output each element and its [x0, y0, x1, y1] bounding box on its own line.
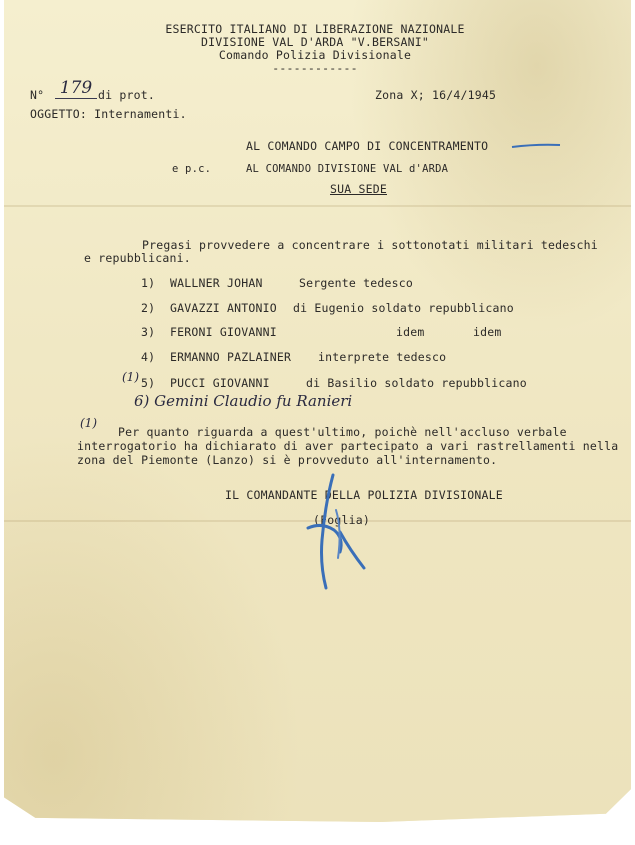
header-rule: ------------ [272, 61, 358, 75]
paper-fold [4, 205, 631, 207]
intro-line-1: Pregasi provvedere a concentrare i sottonotati militari tedeschi [142, 238, 598, 252]
handwritten-item-6: 6) Gemini Claudio fu Ranieri [134, 392, 353, 410]
item-5-name: PUCCI GIOVANNI [170, 376, 270, 390]
item-1-desc: Sergente tedesco [299, 276, 413, 290]
item-3-desc: idem [396, 325, 425, 339]
intro-line-2: e repubblicani. [84, 251, 191, 265]
signature-title: IL COMANDANTE DELLA POLIZIA DIVISIONALE [225, 488, 503, 502]
item-4-name: ERMANNO PAZLAINER [170, 350, 292, 364]
item-3-num: 3) [141, 325, 156, 339]
item-3-desc-2: idem [473, 325, 502, 339]
blue-pencil-signature [300, 470, 380, 600]
header-line-3: Comando Polizia Divisionale [218, 48, 412, 62]
item-5-desc: di Basilio soldato repubblicano [306, 376, 527, 390]
place-date: Zona X; 16/4/1945 [375, 88, 497, 102]
recipient-2: AL COMANDO DIVISIONE VAL d'ARDA [246, 163, 449, 175]
protocol-number: 179 [55, 78, 97, 99]
item-2-num: 2) [141, 301, 156, 315]
item-2-name: GAVAZZI ANTONIO [170, 301, 277, 315]
header-line-1: ESERCITO ITALIANO DI LIBERAZIONE NAZIONALE [165, 22, 465, 36]
item-5-num: 5) [141, 376, 156, 390]
blue-pencil-stroke [510, 142, 562, 150]
protocol-prefix: N° [30, 88, 45, 102]
item-4-num: 4) [141, 350, 156, 364]
item-5-hand-mark: (1) [122, 370, 139, 384]
document-sheet [4, 0, 631, 822]
note-line-1: Per quanto riguarda a quest'ultimo, poichè nell'accluso verbale [118, 425, 567, 439]
item-3-name: FERONI GIOVANNI [170, 325, 277, 339]
item-1-name: WALLNER JOHAN [170, 276, 263, 290]
recipient-3: SUA SEDE [330, 182, 387, 196]
protocol-suffix: di prot. [98, 88, 155, 102]
item-1-num: 1) [141, 276, 156, 290]
note-hand-mark: (1) [80, 416, 97, 430]
signature-name: (Foglia) [313, 513, 370, 527]
note-line-2: interrogatorio ha dichiarato di aver partecipato a vari rastrellamenti nella [77, 439, 619, 453]
subject-line: OGGETTO: Internamenti. [30, 107, 187, 121]
item-2-desc: di Eugenio soldato repubblicano [293, 301, 514, 315]
item-4-desc: interprete tedesco [318, 350, 447, 364]
header-line-2: DIVISIONE VAL D'ARDA "V.BERSANI" [201, 35, 429, 49]
recipient-1: AL COMANDO CAMPO DI CONCENTRAMENTO [246, 139, 489, 153]
recipient-2-prefix: e p.c. [172, 163, 212, 175]
note-line-3: zona del Piemonte (Lanzo) si è provveduto all'internamento. [77, 453, 498, 467]
